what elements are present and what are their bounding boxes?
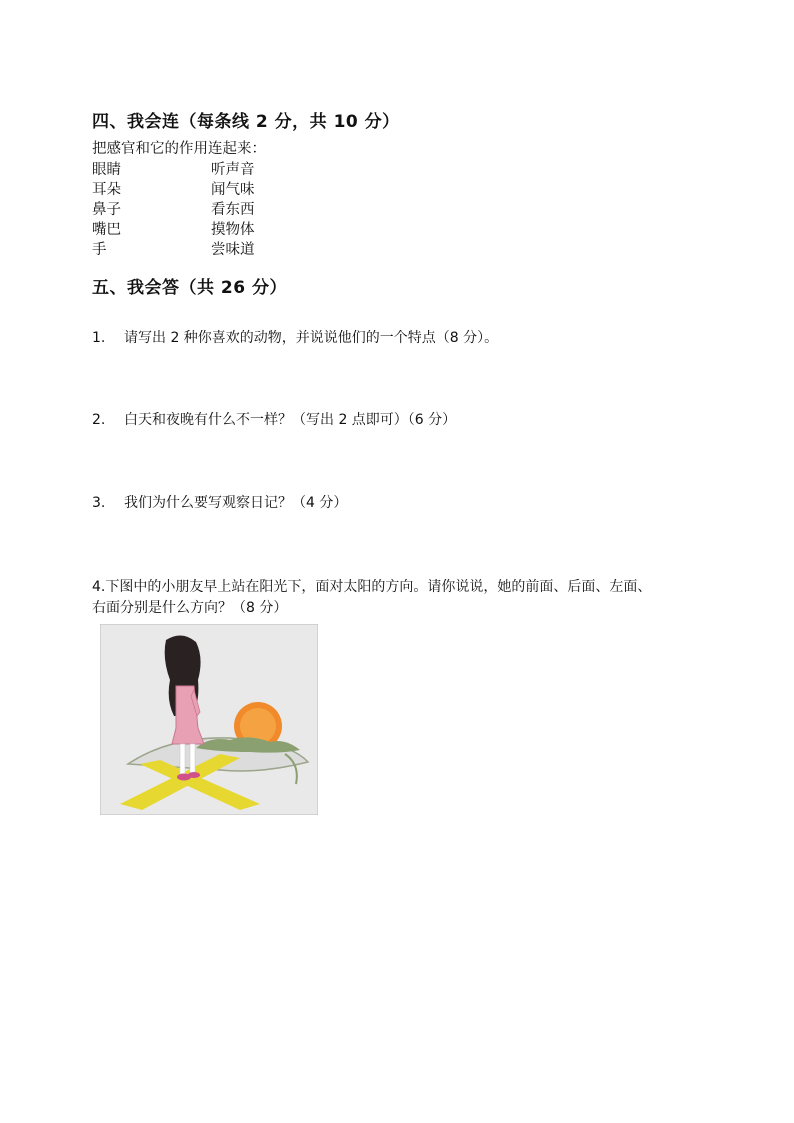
question-text: 请写出 2 种你喜欢的动物，并说说他们的一个特点（8 分）。	[124, 330, 499, 346]
question-2	[92, 409, 456, 429]
sense-organ-item[interactable]: 眼睛	[92, 162, 121, 178]
sense-organ-item[interactable]: 嘴巴	[92, 222, 121, 238]
girl-facing-sun-illustration	[100, 624, 318, 815]
sense-organ-item[interactable]: 鼻子	[92, 202, 121, 218]
section5-heading: 五、我会答（共 26 分）	[92, 278, 287, 298]
sense-function-item[interactable]: 摸物体	[211, 222, 255, 238]
question-number: 1.	[92, 330, 106, 346]
question-number: 3.	[92, 495, 106, 511]
question-1	[92, 327, 498, 347]
section4-heading: 四、我会连（每条线 2 分，共 10 分）	[92, 112, 400, 132]
question-text: 我们为什么要写观察日记？（4 分）	[124, 495, 348, 511]
question-text: 白天和夜晚有什么不一样？（写出 2 点即可）（6 分）	[124, 412, 457, 428]
question-3	[92, 492, 347, 512]
sense-function-item[interactable]: 听声音	[211, 162, 255, 178]
sense-function-list	[211, 160, 255, 260]
sense-function-item[interactable]: 看东西	[211, 202, 255, 218]
sense-organ-item[interactable]: 手	[92, 242, 107, 258]
question-4-line1: 4.下图中的小朋友早上站在阳光下，面对太阳的方向。请你说说，她的前面、后面、左面、	[92, 579, 652, 595]
section4-instruction: 把感官和它的作用连起来：	[92, 141, 266, 157]
sense-function-item[interactable]: 闻气味	[211, 182, 255, 198]
sense-function-item[interactable]: 尝味道	[211, 242, 255, 258]
sense-organ-list	[92, 160, 121, 260]
sense-organ-item[interactable]: 耳朵	[92, 182, 121, 198]
illustration-svg	[100, 624, 318, 815]
question-number: 2.	[92, 412, 106, 428]
question-4-line2: 右面分别是什么方向？（8 分）	[92, 600, 288, 616]
